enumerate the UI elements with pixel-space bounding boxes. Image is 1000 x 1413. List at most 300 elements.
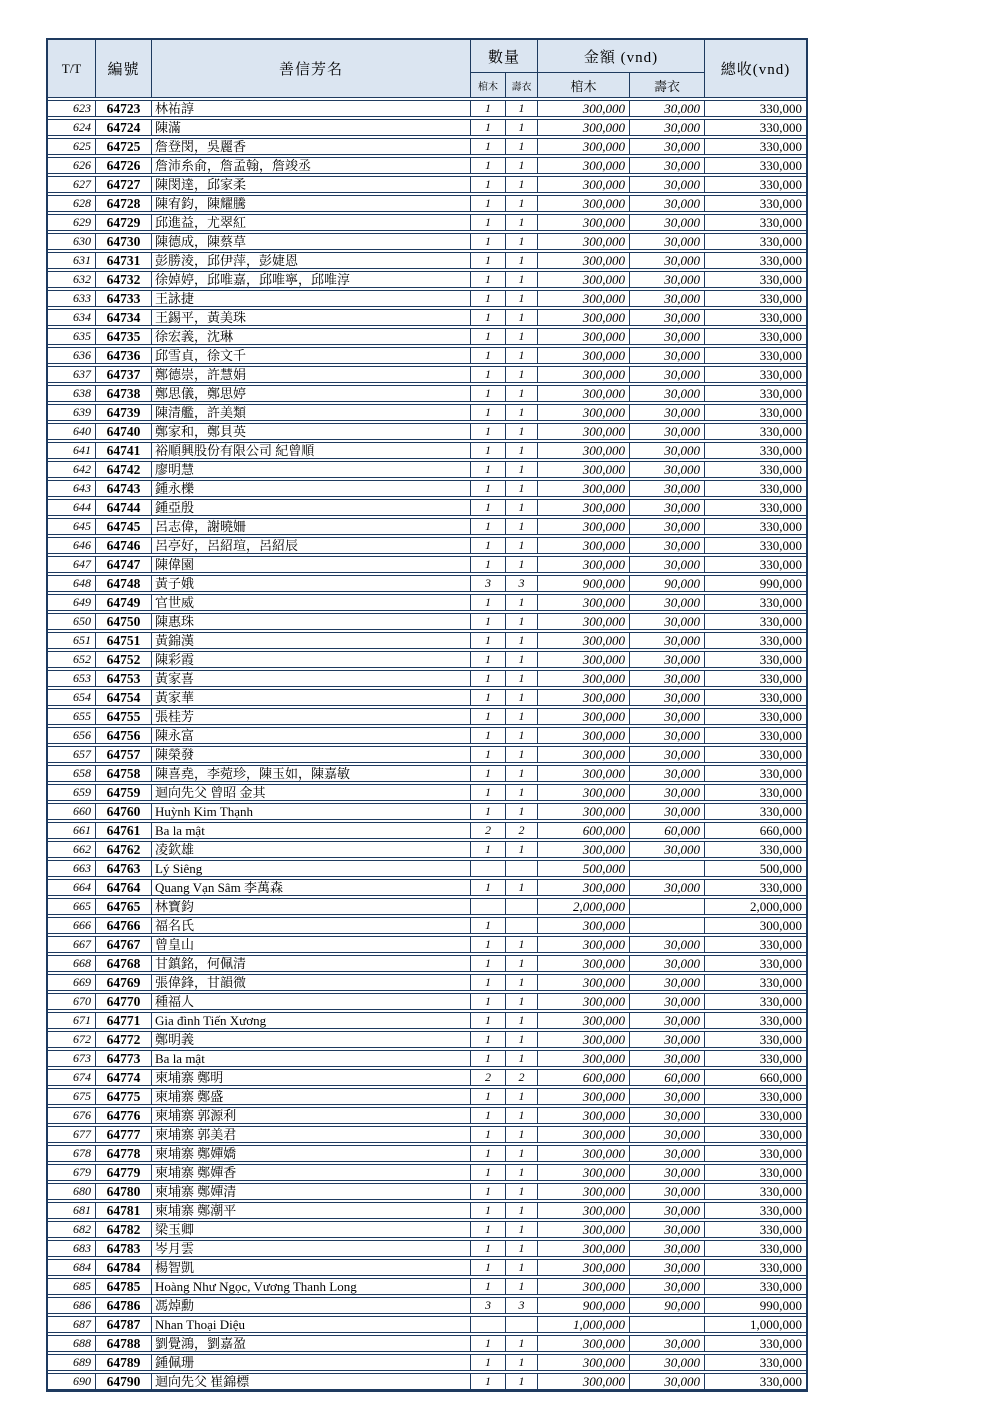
qty-shroud-cell: 1 <box>506 176 538 193</box>
qty-coffin-cell: 1 <box>471 328 506 345</box>
qty-shroud-cell: 1 <box>506 727 538 744</box>
row-index-cell: 654 <box>48 689 96 706</box>
amount-shroud-cell: 30,000 <box>630 1373 705 1390</box>
amount-shroud-cell: 30,000 <box>630 1354 705 1371</box>
code-cell: 64756 <box>96 727 152 744</box>
row-index-cell: 677 <box>48 1126 96 1143</box>
total-cell: 330,000 <box>705 461 806 478</box>
table-row <box>48 936 806 953</box>
qty-coffin-cell: 3 <box>471 575 506 592</box>
total-cell: 330,000 <box>705 271 806 288</box>
qty-coffin-cell: 1 <box>471 1202 506 1219</box>
table-row <box>48 100 806 117</box>
code-cell: 64776 <box>96 1107 152 1124</box>
donor-name-cell: 陳喜堯，李菀珍，陳玉如，陳嘉敏 <box>152 765 471 782</box>
qty-shroud-cell: 1 <box>506 556 538 573</box>
total-cell: 330,000 <box>705 1278 806 1295</box>
amount-coffin-cell: 300,000 <box>538 784 630 801</box>
donor-name-cell: Hoàng Như Ngọc, Vương Thanh Long <box>152 1278 471 1295</box>
code-cell: 64743 <box>96 480 152 497</box>
total-cell: 330,000 <box>705 1335 806 1352</box>
qty-shroud-cell: 2 <box>506 822 538 839</box>
table-row <box>48 1373 806 1390</box>
table-row <box>48 1088 806 1105</box>
amount-coffin-cell: 300,000 <box>538 518 630 535</box>
code-cell: 64768 <box>96 955 152 972</box>
amount-coffin-cell: 300,000 <box>538 442 630 459</box>
donor-name-cell: 黃子娥 <box>152 575 471 592</box>
amount-shroud-cell: 30,000 <box>630 936 705 953</box>
donor-name-cell: Gia đình Tiến Xương <box>152 1012 471 1029</box>
code-cell: 64785 <box>96 1278 152 1295</box>
total-cell: 2,000,000 <box>705 898 806 915</box>
amount-coffin-cell: 300,000 <box>538 670 630 687</box>
row-index-cell: 630 <box>48 233 96 250</box>
amount-shroud-cell: 30,000 <box>630 746 705 763</box>
qty-shroud-cell: 1 <box>506 252 538 269</box>
code-cell: 64755 <box>96 708 152 725</box>
qty-shroud-cell: 1 <box>506 1183 538 1200</box>
amount-coffin-cell: 2,000,000 <box>538 898 630 915</box>
table-row <box>48 1183 806 1200</box>
amount-shroud-cell: 30,000 <box>630 765 705 782</box>
amount-coffin-cell: 300,000 <box>538 1107 630 1124</box>
code-cell: 64723 <box>96 100 152 117</box>
total-cell: 330,000 <box>705 518 806 535</box>
donor-name-cell: Lý Siêng <box>152 860 471 877</box>
amount-coffin-cell: 300,000 <box>538 765 630 782</box>
qty-shroud-cell: 2 <box>506 1069 538 1086</box>
amount-shroud-cell: 30,000 <box>630 290 705 307</box>
amount-coffin-cell: 300,000 <box>538 974 630 991</box>
code-cell: 64777 <box>96 1126 152 1143</box>
qty-coffin-cell: 1 <box>471 1050 506 1067</box>
total-cell: 330,000 <box>705 1088 806 1105</box>
table-row <box>48 214 806 231</box>
donor-name-cell: 陳彩霞 <box>152 651 471 668</box>
qty-shroud-cell: 1 <box>506 1012 538 1029</box>
qty-shroud-cell: 1 <box>506 1240 538 1257</box>
qty-coffin-cell: 1 <box>471 1107 506 1124</box>
amount-coffin-cell: 300,000 <box>538 461 630 478</box>
table-row <box>48 404 806 421</box>
table-row <box>48 879 806 896</box>
code-cell: 64748 <box>96 575 152 592</box>
qty-shroud-cell: 1 <box>506 689 538 706</box>
total-cell: 330,000 <box>705 366 806 383</box>
amount-shroud-cell: 30,000 <box>630 480 705 497</box>
amount-coffin-cell: 300,000 <box>538 157 630 174</box>
qty-shroud-cell <box>506 860 538 877</box>
qty-coffin-cell: 1 <box>471 518 506 535</box>
row-index-cell: 645 <box>48 518 96 535</box>
qty-shroud-cell: 1 <box>506 1050 538 1067</box>
amount-coffin-cell: 300,000 <box>538 1202 630 1219</box>
amount-shroud-cell: 30,000 <box>630 879 705 896</box>
qty-coffin-cell: 2 <box>471 1069 506 1086</box>
amount-coffin-cell: 300,000 <box>538 1335 630 1352</box>
qty-coffin-cell: 1 <box>471 1373 506 1390</box>
qty-shroud-cell: 1 <box>506 100 538 117</box>
qty-coffin-cell: 1 <box>471 214 506 231</box>
amount-coffin-cell: 300,000 <box>538 1031 630 1048</box>
amount-shroud-cell: 30,000 <box>630 1088 705 1105</box>
qty-coffin-cell: 1 <box>471 480 506 497</box>
total-cell: 330,000 <box>705 347 806 364</box>
amount-coffin-cell: 300,000 <box>538 195 630 212</box>
qty-coffin-cell: 1 <box>471 1240 506 1257</box>
total-cell: 330,000 <box>705 765 806 782</box>
qty-coffin-cell: 1 <box>471 765 506 782</box>
qty-coffin-cell: 1 <box>471 1031 506 1048</box>
code-cell: 64789 <box>96 1354 152 1371</box>
qty-coffin-cell: 1 <box>471 271 506 288</box>
qty-coffin-cell: 3 <box>471 1297 506 1314</box>
total-cell: 330,000 <box>705 195 806 212</box>
qty-shroud-cell: 1 <box>506 1373 538 1390</box>
table-row <box>48 271 806 288</box>
total-cell: 330,000 <box>705 1164 806 1181</box>
row-index-cell: 655 <box>48 708 96 725</box>
total-cell: 330,000 <box>705 1012 806 1029</box>
total-cell: 330,000 <box>705 119 806 136</box>
qty-coffin-cell: 1 <box>471 385 506 402</box>
row-index-cell: 644 <box>48 499 96 516</box>
qty-coffin-cell: 1 <box>471 594 506 611</box>
qty-coffin-cell: 1 <box>471 1088 506 1105</box>
amount-shroud-cell: 30,000 <box>630 252 705 269</box>
table-row <box>48 328 806 345</box>
row-index-cell: 680 <box>48 1183 96 1200</box>
total-cell: 330,000 <box>705 936 806 953</box>
amount-coffin-cell: 300,000 <box>538 727 630 744</box>
total-cell: 330,000 <box>705 309 806 326</box>
donor-name-cell: 陳清艦，許美類 <box>152 404 471 421</box>
amount-shroud-cell: 30,000 <box>630 100 705 117</box>
donor-name-cell: 王詠捷 <box>152 290 471 307</box>
qty-shroud-cell: 1 <box>506 119 538 136</box>
donor-name-cell: 柬埔寨 鄭明 <box>152 1069 471 1086</box>
table-row <box>48 480 806 497</box>
donor-name-cell: 徐宏義，沈琳 <box>152 328 471 345</box>
donor-name-cell: 鄭家和，鄭貝英 <box>152 423 471 440</box>
qty-shroud-cell: 1 <box>506 1164 538 1181</box>
qty-coffin-cell: 1 <box>471 993 506 1010</box>
table-row <box>48 1069 806 1086</box>
donor-name-cell: 彭勝淩，邱伊萍，彭婕恩 <box>152 252 471 269</box>
row-index-cell: 675 <box>48 1088 96 1105</box>
code-cell: 64780 <box>96 1183 152 1200</box>
qty-coffin-cell: 1 <box>471 1335 506 1352</box>
donor-name-cell: 邱雪貞，徐文千 <box>152 347 471 364</box>
amount-coffin-cell: 300,000 <box>538 936 630 953</box>
amount-shroud-cell: 30,000 <box>630 518 705 535</box>
amount-coffin-cell: 300,000 <box>538 651 630 668</box>
code-cell: 64790 <box>96 1373 152 1390</box>
amount-coffin-cell: 1,000,000 <box>538 1316 630 1333</box>
table-row <box>48 765 806 782</box>
row-index-cell: 638 <box>48 385 96 402</box>
donor-name-cell: 官世威 <box>152 594 471 611</box>
qty-shroud-cell: 1 <box>506 651 538 668</box>
donor-name-cell: 鍾佩珊 <box>152 1354 471 1371</box>
table-row <box>48 651 806 668</box>
row-index-cell: 664 <box>48 879 96 896</box>
table-row <box>48 1221 806 1238</box>
donor-name-cell: 黃家喜 <box>152 670 471 687</box>
donor-name-cell: 黃錦漢 <box>152 632 471 649</box>
qty-coffin-cell <box>471 1316 506 1333</box>
row-index-cell: 632 <box>48 271 96 288</box>
code-cell: 64765 <box>96 898 152 915</box>
qty-coffin-cell: 1 <box>471 556 506 573</box>
donor-name-cell: 林祐諄 <box>152 100 471 117</box>
total-cell: 330,000 <box>705 746 806 763</box>
total-cell: 330,000 <box>705 1107 806 1124</box>
code-cell: 64781 <box>96 1202 152 1219</box>
code-cell: 64750 <box>96 613 152 630</box>
qty-coffin-cell: 2 <box>471 822 506 839</box>
qty-shroud-cell <box>506 917 538 934</box>
row-index-cell: 647 <box>48 556 96 573</box>
total-cell: 330,000 <box>705 252 806 269</box>
donor-name-cell: 鍾亞殷 <box>152 499 471 516</box>
total-cell: 330,000 <box>705 328 806 345</box>
qty-shroud-cell: 1 <box>506 1335 538 1352</box>
qty-coffin-cell: 1 <box>471 157 506 174</box>
row-index-cell: 656 <box>48 727 96 744</box>
amount-coffin-cell: 300,000 <box>538 1278 630 1295</box>
row-index-cell: 660 <box>48 803 96 820</box>
row-index-cell: 659 <box>48 784 96 801</box>
code-cell: 64745 <box>96 518 152 535</box>
amount-coffin-cell: 300,000 <box>538 879 630 896</box>
row-index-cell: 629 <box>48 214 96 231</box>
qty-coffin-cell: 1 <box>471 252 506 269</box>
total-cell: 330,000 <box>705 1354 806 1371</box>
table-row <box>48 632 806 649</box>
table-row <box>48 556 806 573</box>
amount-coffin-cell: 300,000 <box>538 1183 630 1200</box>
donor-name-cell: 劉覺鴻，劉嘉盈 <box>152 1335 471 1352</box>
table-row <box>48 1354 806 1371</box>
amount-shroud-cell: 30,000 <box>630 727 705 744</box>
donor-name-cell: 柬埔寨 鄭盛 <box>152 1088 471 1105</box>
code-cell: 64787 <box>96 1316 152 1333</box>
amount-coffin-cell: 300,000 <box>538 955 630 972</box>
row-index-cell: 670 <box>48 993 96 1010</box>
table-row <box>48 917 806 934</box>
amount-coffin-cell: 300,000 <box>538 1373 630 1390</box>
code-cell: 64751 <box>96 632 152 649</box>
qty-shroud-cell: 1 <box>506 233 538 250</box>
amount-shroud-cell: 30,000 <box>630 328 705 345</box>
total-cell: 330,000 <box>705 176 806 193</box>
qty-coffin-cell <box>471 898 506 915</box>
total-cell: 330,000 <box>705 157 806 174</box>
row-index-cell: 633 <box>48 290 96 307</box>
amount-shroud-cell: 30,000 <box>630 1031 705 1048</box>
qty-shroud-cell: 1 <box>506 803 538 820</box>
donor-name-cell: 柬埔寨 郭美君 <box>152 1126 471 1143</box>
total-cell: 330,000 <box>705 499 806 516</box>
total-cell: 330,000 <box>705 689 806 706</box>
code-cell: 64788 <box>96 1335 152 1352</box>
qty-shroud-cell: 1 <box>506 1031 538 1048</box>
qty-shroud-cell: 3 <box>506 575 538 592</box>
amount-coffin-cell: 300,000 <box>538 290 630 307</box>
amount-shroud-cell: 30,000 <box>630 1335 705 1352</box>
amount-shroud-cell: 30,000 <box>630 784 705 801</box>
amount-shroud-cell: 30,000 <box>630 1259 705 1276</box>
amount-shroud-cell: 30,000 <box>630 594 705 611</box>
amount-coffin-cell: 300,000 <box>538 119 630 136</box>
donor-name-cell: 梁玉卿 <box>152 1221 471 1238</box>
table-row <box>48 347 806 364</box>
code-cell: 64774 <box>96 1069 152 1086</box>
header-amount-group: 金額 (vnd) <box>538 40 705 73</box>
total-cell: 330,000 <box>705 233 806 250</box>
qty-coffin-cell: 1 <box>471 1145 506 1162</box>
qty-shroud-cell: 1 <box>506 765 538 782</box>
code-cell: 64757 <box>96 746 152 763</box>
qty-shroud-cell: 1 <box>506 613 538 630</box>
amount-shroud-cell: 30,000 <box>630 1240 705 1257</box>
qty-shroud-cell: 1 <box>506 632 538 649</box>
table-row <box>48 499 806 516</box>
code-cell: 64742 <box>96 461 152 478</box>
row-index-cell: 662 <box>48 841 96 858</box>
qty-shroud-cell: 1 <box>506 518 538 535</box>
table-row <box>48 898 806 915</box>
header-qty-shroud: 壽衣 <box>506 73 538 97</box>
qty-coffin-cell: 1 <box>471 803 506 820</box>
total-cell: 330,000 <box>705 632 806 649</box>
amount-shroud-cell <box>630 917 705 934</box>
amount-shroud-cell: 30,000 <box>630 651 705 668</box>
amount-coffin-cell: 300,000 <box>538 214 630 231</box>
donor-name-cell: Ba la mật <box>152 1050 471 1067</box>
qty-shroud-cell: 1 <box>506 1088 538 1105</box>
code-cell: 64746 <box>96 537 152 554</box>
qty-shroud-cell: 1 <box>506 1259 538 1276</box>
total-cell: 330,000 <box>705 1183 806 1200</box>
qty-shroud-cell: 1 <box>506 974 538 991</box>
qty-shroud-cell: 1 <box>506 214 538 231</box>
donor-name-cell: 陳德成，陳蔡草 <box>152 233 471 250</box>
qty-shroud-cell: 1 <box>506 499 538 516</box>
amount-shroud-cell: 30,000 <box>630 157 705 174</box>
row-index-cell: 634 <box>48 309 96 326</box>
amount-shroud-cell: 30,000 <box>630 233 705 250</box>
donor-name-cell: 陳閔達，邱家柔 <box>152 176 471 193</box>
table-row <box>48 195 806 212</box>
amount-coffin-cell: 300,000 <box>538 803 630 820</box>
qty-coffin-cell: 1 <box>471 1221 506 1238</box>
donor-name-cell: 陳滿 <box>152 119 471 136</box>
table-row <box>48 689 806 706</box>
amount-coffin-cell: 900,000 <box>538 575 630 592</box>
donor-name-cell: 柬埔寨 鄭潮平 <box>152 1202 471 1219</box>
qty-shroud-cell: 1 <box>506 480 538 497</box>
donor-name-cell: 陳惠珠 <box>152 613 471 630</box>
row-index-cell: 658 <box>48 765 96 782</box>
code-cell: 64760 <box>96 803 152 820</box>
total-cell: 330,000 <box>705 556 806 573</box>
qty-shroud-cell <box>506 898 538 915</box>
code-cell: 64749 <box>96 594 152 611</box>
row-index-cell: 663 <box>48 860 96 877</box>
row-index-cell: 688 <box>48 1335 96 1352</box>
amount-shroud-cell: 30,000 <box>630 1278 705 1295</box>
row-index-cell: 687 <box>48 1316 96 1333</box>
total-cell: 330,000 <box>705 404 806 421</box>
amount-coffin-cell: 300,000 <box>538 537 630 554</box>
qty-coffin-cell: 1 <box>471 1354 506 1371</box>
qty-coffin-cell: 1 <box>471 423 506 440</box>
donor-name-cell: 柬埔寨 鄭嬋嬌 <box>152 1145 471 1162</box>
code-cell: 64772 <box>96 1031 152 1048</box>
amount-shroud-cell: 30,000 <box>630 195 705 212</box>
table-row <box>48 784 806 801</box>
row-index-cell: 672 <box>48 1031 96 1048</box>
total-cell: 330,000 <box>705 1373 806 1390</box>
amount-shroud-cell: 30,000 <box>630 1012 705 1029</box>
amount-coffin-cell: 900,000 <box>538 1297 630 1314</box>
amount-coffin-cell: 300,000 <box>538 1221 630 1238</box>
code-cell: 64782 <box>96 1221 152 1238</box>
qty-shroud-cell: 1 <box>506 404 538 421</box>
amount-shroud-cell: 30,000 <box>630 119 705 136</box>
row-index-cell: 673 <box>48 1050 96 1067</box>
table-row <box>48 442 806 459</box>
code-cell: 64724 <box>96 119 152 136</box>
amount-shroud-cell: 30,000 <box>630 689 705 706</box>
amount-coffin-cell: 300,000 <box>538 176 630 193</box>
code-cell: 64761 <box>96 822 152 839</box>
amount-coffin-cell: 300,000 <box>538 1050 630 1067</box>
row-index-cell: 641 <box>48 442 96 459</box>
row-index-cell: 635 <box>48 328 96 345</box>
donor-name-cell: 裕順興股份有限公司 紀曾順 <box>152 442 471 459</box>
qty-shroud-cell: 1 <box>506 784 538 801</box>
donor-name-cell: Quang Vạn Sâm 李萬森 <box>152 879 471 896</box>
amount-coffin-cell: 300,000 <box>538 271 630 288</box>
table-row <box>48 1202 806 1219</box>
donor-name-cell: 黃家華 <box>152 689 471 706</box>
donor-name-cell: 迴向先父 曾昭 金其 <box>152 784 471 801</box>
amount-shroud-cell <box>630 898 705 915</box>
total-cell: 660,000 <box>705 822 806 839</box>
donor-name-cell: 岑月雲 <box>152 1240 471 1257</box>
amount-shroud-cell: 30,000 <box>630 1126 705 1143</box>
table-row <box>48 1240 806 1257</box>
amount-coffin-cell: 300,000 <box>538 385 630 402</box>
amount-coffin-cell: 300,000 <box>538 613 630 630</box>
total-cell: 330,000 <box>705 974 806 991</box>
amount-shroud-cell: 30,000 <box>630 404 705 421</box>
row-index-cell: 668 <box>48 955 96 972</box>
table-row <box>48 1126 806 1143</box>
qty-coffin-cell: 1 <box>471 1278 506 1295</box>
qty-shroud-cell: 1 <box>506 1278 538 1295</box>
amount-shroud-cell: 30,000 <box>630 955 705 972</box>
qty-shroud-cell: 1 <box>506 708 538 725</box>
row-index-cell: 665 <box>48 898 96 915</box>
donor-name-cell: 林寶鈞 <box>152 898 471 915</box>
qty-coffin-cell: 1 <box>471 689 506 706</box>
amount-coffin-cell: 300,000 <box>538 138 630 155</box>
